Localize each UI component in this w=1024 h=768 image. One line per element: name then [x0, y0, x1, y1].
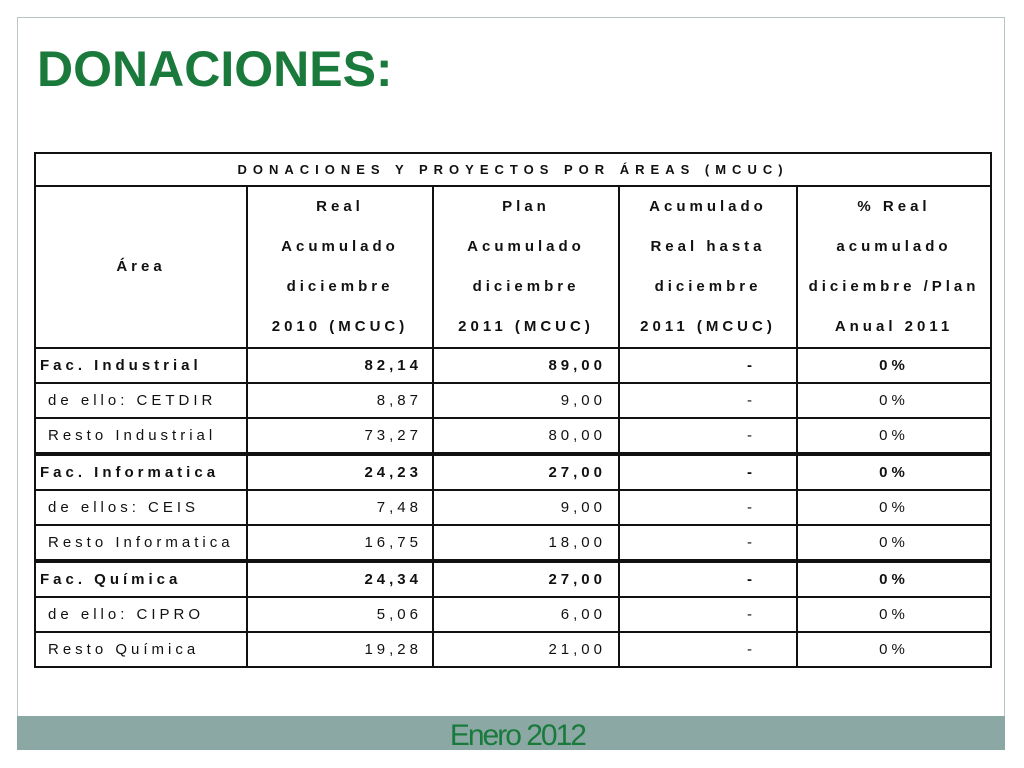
donations-table: [34, 152, 992, 668]
cell-plan-2011: 6,00: [433, 597, 619, 632]
table-row: [35, 525, 991, 561]
cell-real-2010: 7,48: [247, 490, 433, 525]
cell-pct: 0%: [797, 525, 991, 561]
header-line: diciembre /Plan: [808, 278, 980, 295]
table-row: [35, 632, 991, 667]
cell-area: Resto Industrial: [35, 418, 247, 454]
cell-area: Resto Informatica: [35, 525, 247, 561]
table-row: [35, 383, 991, 418]
cell-pct: 0%: [797, 597, 991, 632]
cell-real-2010: 24,34: [247, 561, 433, 597]
footer-date: Enero 2012: [449, 719, 585, 752]
cell-real-2010: 19,28: [247, 632, 433, 667]
header-line: 2010 (MCUC): [271, 318, 409, 335]
donations-table-container: [34, 152, 990, 668]
cell-acum-2011: -: [619, 490, 797, 525]
cell-pct: 0%: [797, 348, 991, 383]
cell-acum-2011: -: [619, 597, 797, 632]
cell-plan-2011: 80,00: [433, 418, 619, 454]
header-line: diciembre: [472, 278, 580, 295]
table-row: [35, 454, 991, 490]
cell-acum-2011: -: [619, 454, 797, 490]
table-row: [35, 348, 991, 383]
slide-title: DONACIONES:: [37, 41, 393, 97]
header-line: 2011 (MCUC): [458, 318, 594, 335]
header-area: [35, 186, 247, 348]
table-row: [35, 490, 991, 525]
cell-acum-2011: -: [619, 348, 797, 383]
cell-area: de ellos: CEIS: [35, 490, 247, 525]
cell-area: Fac. Informatica: [35, 454, 247, 490]
cell-plan-2011: 18,00: [433, 525, 619, 561]
cell-plan-2011: 9,00: [433, 490, 619, 525]
header-plan-2011: [433, 186, 619, 348]
header-line: diciembre: [286, 278, 394, 295]
cell-plan-2011: 27,00: [433, 561, 619, 597]
header-line: Acumulado: [281, 238, 399, 255]
table-row: [35, 418, 991, 454]
header-line: Anual 2011: [834, 318, 954, 335]
cell-real-2010: 82,14: [247, 348, 433, 383]
header-line: Acumulado: [467, 238, 585, 255]
table-caption: DONACIONES Y PROYECTOS POR ÁREAS (MCUC): [35, 153, 991, 186]
header-line: diciembre: [654, 278, 762, 295]
cell-pct: 0%: [797, 490, 991, 525]
cell-real-2010: 73,27: [247, 418, 433, 454]
header-line: acumulado: [836, 238, 952, 255]
header-line: 2011 (MCUC): [640, 318, 776, 335]
footer-bar: [17, 716, 1005, 750]
table-header-row: [35, 186, 991, 348]
header-line: Área: [116, 258, 166, 275]
cell-plan-2011: 21,00: [433, 632, 619, 667]
cell-real-2010: 5,06: [247, 597, 433, 632]
cell-area: Fac. Química: [35, 561, 247, 597]
cell-real-2010: 24,23: [247, 454, 433, 490]
header-real-2010: [247, 186, 433, 348]
cell-acum-2011: -: [619, 525, 797, 561]
cell-pct: 0%: [797, 383, 991, 418]
header-line: Acumulado: [649, 198, 767, 215]
header-line: Real: [316, 198, 364, 215]
table-row: [35, 561, 991, 597]
cell-plan-2011: 27,00: [433, 454, 619, 490]
cell-plan-2011: 89,00: [433, 348, 619, 383]
cell-real-2010: 8,87: [247, 383, 433, 418]
cell-area: Resto Química: [35, 632, 247, 667]
cell-area: Fac. Industrial: [35, 348, 247, 383]
cell-pct: 0%: [797, 454, 991, 490]
table-body: [35, 348, 991, 667]
cell-pct: 0%: [797, 418, 991, 454]
cell-acum-2011: -: [619, 383, 797, 418]
cell-acum-2011: -: [619, 418, 797, 454]
slide: [17, 17, 1005, 750]
cell-acum-2011: -: [619, 561, 797, 597]
cell-plan-2011: 9,00: [433, 383, 619, 418]
header-line: Real hasta: [650, 238, 766, 255]
header-line: Plan: [502, 198, 550, 215]
table-row: [35, 597, 991, 632]
cell-area: de ello: CIPRO: [35, 597, 247, 632]
header-line: % Real: [857, 198, 931, 215]
cell-acum-2011: -: [619, 632, 797, 667]
cell-real-2010: 16,75: [247, 525, 433, 561]
cell-pct: 0%: [797, 632, 991, 667]
header-pct: [797, 186, 991, 348]
cell-area: de ello: CETDIR: [35, 383, 247, 418]
cell-pct: 0%: [797, 561, 991, 597]
header-acum-2011: [619, 186, 797, 348]
